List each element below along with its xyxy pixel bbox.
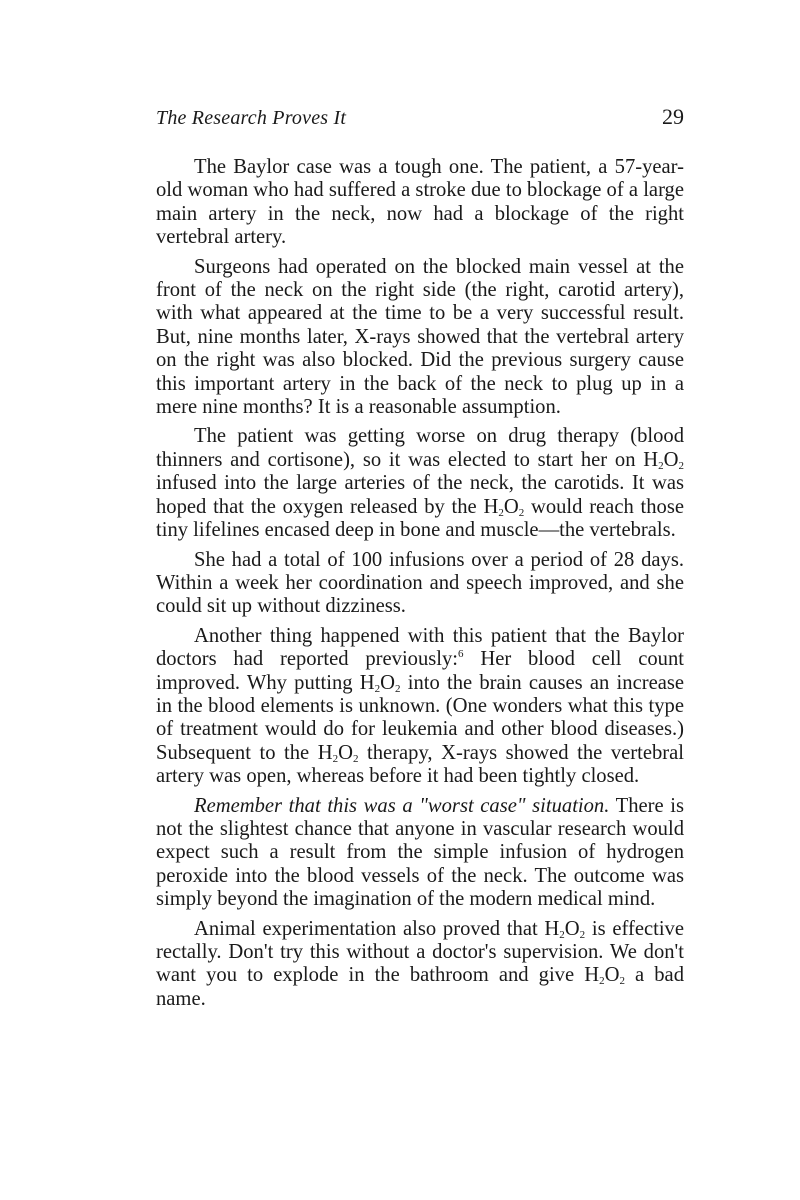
page-number: 29 — [662, 104, 684, 129]
running-head — [156, 104, 684, 140]
paragraph-7 — [156, 918, 684, 1012]
paragraph-4: She had a total of 100 infusions over a period of 28 days. Within a week her coordination and speech improved, and she could sit up without dizziness. — [156, 548, 684, 618]
text-run: into the brain causes an increase in the blood elements is unknown. (One wonders what this type of treatment would do for leukemia and other blood diseases.) Subsequent to the — [156, 671, 685, 764]
h2o-formula: $H_2O_2$ — [643, 448, 684, 472]
footnote-marker: 6 — [458, 648, 464, 661]
h2o-formula: $H_2O_2$ — [359, 671, 401, 695]
paragraph-3 — [156, 425, 684, 542]
text-run: The patient was getting worse on drug therapy (blood thinners and cortisone), so it was elected to start her on — [156, 425, 684, 471]
paragraph-1: The Baylor case was a tough one. The patient, a 57-year-old woman who had suffered a stroke due to blockage of a large main artery in the neck, now had a blockage of the right vertebral artery. — [156, 156, 684, 249]
text-run: therapy, X-rays showed the vertebral artery was open, whereas before it had been tightly closed. — [156, 741, 684, 788]
running-title: The Research Proves It — [156, 107, 347, 129]
h2o-formula: $H_2O_2$ — [483, 495, 525, 519]
h2o-formula: $H_2O_2$ — [317, 741, 359, 765]
text-run: a bad name. — [156, 964, 684, 1010]
text-run: is effective rectally. Don't try this without a doctor's supervision. We don't want you to explode in the bathroom and give — [156, 917, 684, 987]
text-run: There is not the slightest chance that anyone in vascular research would expect such a result from the simple infusion of hydrogen peroxide into the blood vessels of the neck. The outcome was simply beyond the imagination of the modern medical mind. — [156, 794, 684, 911]
h2o-formula: $H_2O_2$ — [584, 964, 625, 988]
text-run: would reach those tiny lifelines encased deep in bone and muscle—the vertebrals. — [156, 495, 684, 542]
paragraph-5 — [156, 625, 684, 789]
italic-emphasis: Remember that this was a "worst case" situation. — [194, 794, 610, 817]
h2o-formula: $H_2O_2$ — [544, 917, 586, 941]
text-run: Another thing happened with this patient that the Baylor doctors had reported previously: — [156, 624, 684, 671]
text-run: Animal experimentation also proved that — [194, 917, 545, 940]
paragraph-2: Surgeons had operated on the blocked main vessel at the front of the neck on the right side (the right, carotid artery), with what appeared at the time to be a very successful result. But, nine months later, X-rays showed that the vertebral artery on the right was also blocked. Did the previous surgery cause this important artery in the back of the neck to plug up in a mere nine months? It is a reasonable assumption. — [156, 255, 684, 419]
text-run: Her blood cell count improved. Why putting — [156, 648, 684, 694]
paragraph-6 — [156, 795, 684, 912]
text-run: infused into the large arteries of the neck, the carotids. It was hoped that the oxygen released by the — [156, 472, 684, 518]
book-page — [156, 104, 684, 1017]
